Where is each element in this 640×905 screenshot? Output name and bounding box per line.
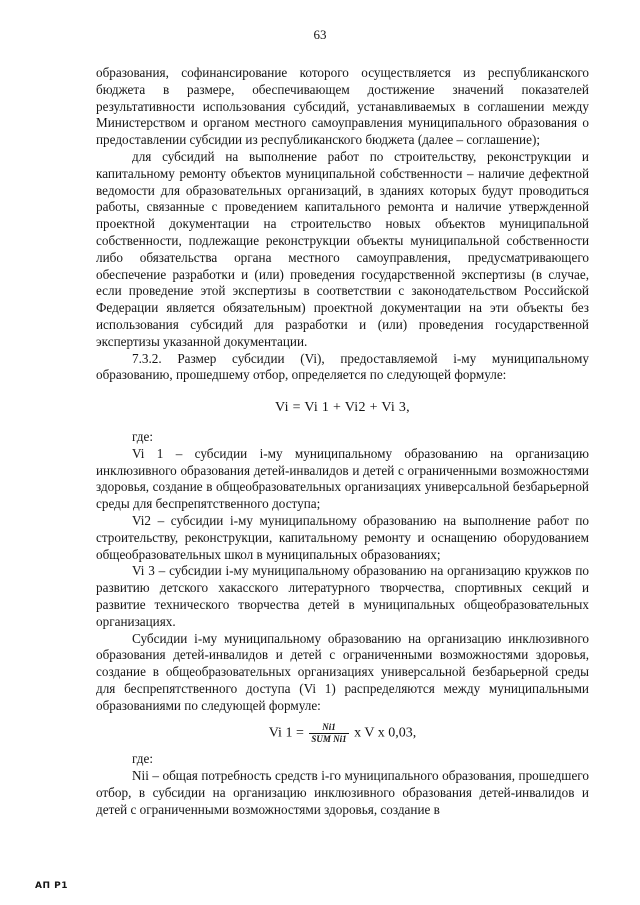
definition-vi1: Vi 1 – субсидии i-му муниципальному образованию на организацию инклюзивного образования детей-инвалидов и детей с ограниченными возможностями здоровья, создание в общеобразовательных организациях универсальной безбарьерной среды для беспрепятственного доступа;: [96, 445, 589, 512]
paragraph-cofinancing: образования, софинансирование которого осуществляется из республиканского бюджета в размере, обеспечивающем достижение значений показателей результативности использования субсидий, устанавливаемых в соглашении между Министерством и органом местного самоуправления муниципального образования о предоставлении субсидии из республиканского бюджета (далее – соглашение);: [96, 65, 589, 148]
paragraph-vi1-distribution: Субсидии i-му муниципальному образованию на организацию инклюзивного образования детей-инвалидов и детей с ограниченными возможностями здоровья, создание в общеобразовательных организациях универсальной безбарьерной среды для беспрепятственного доступа (Vi 1) распределяются между муниципальными образованиями по следующей формуле:: [96, 630, 589, 713]
formula-vi1-fraction: [309, 722, 348, 745]
page-number: 63: [313, 27, 327, 42]
fraction-denominator: SUM Ni1: [311, 734, 347, 745]
document-body: [96, 65, 589, 819]
where-label-2: где:: [132, 751, 153, 767]
footer-mark: АП Р1: [35, 881, 68, 891]
formula-vi1-right: x V x 0,03,: [354, 726, 417, 742]
formula-total-subsidy: Vi = Vi 1 + Vi2 + Vi 3,: [275, 400, 410, 416]
definition-vi2: Vi2 – субсидии i-му муниципальному образованию на выполнение работ по строительству, реконструкции, капитальному ремонту и оснащению оборудованием общеобразовательных школ в муниципальных образованиях;: [96, 512, 589, 562]
where-label: где:: [132, 428, 153, 444]
definition-vi3: Vi 3 – субсидии i-му муниципальному образованию на организацию кружков по развитию детского хакасского литературного творчества, спортивных секций и развитие технического творчества детей в муниципальных общеобразовательных организациях.: [96, 563, 589, 629]
fraction-numerator: Ni1: [309, 722, 348, 734]
paragraph-subsidy-size: 7.3.2. Размер субсидии (Vi), предоставляемой i-му муниципальному образованию, прошедшему отбор, определяется по следующей формуле:: [96, 350, 589, 383]
paragraph-construction-subsidy: для субсидий на выполнение работ по строительству, реконструкции и капитальному ремонту объектов муниципальной собственности – наличие дефектной ведомости для образовательных организаций, в зданиях которых будут проводиться работы, связанные с проведением капитального ремонта и наличие утвержденной проектной документации на строительство новых объектов муниципальной собственности, подлежащие реконструкции объекты муниципальной собственности либо обязательства органа местного самоуправления, предусматривающего обеспечение разработки и (или) проведения государственной экспертизы (в случае, если проведение этой экспертизы в соответствии с законодательством Российской Федерации является обязательным) проектной документации на эти объекты без использования субсидий для разработки и (или) проведения государственной экспертизы указанной документации.: [96, 148, 589, 349]
formula-vi1-left: Vi 1 =: [268, 726, 304, 742]
formula-vi1: [96, 722, 589, 745]
paragraph-nii-definition: Nii – общая потребность средств i-го муниципального образования, прошедшего отбор, в субсидии на организацию инклюзивного образования детей-инвалидов и детей с ограниченными возможностями здоровья, создание в: [96, 768, 589, 817]
